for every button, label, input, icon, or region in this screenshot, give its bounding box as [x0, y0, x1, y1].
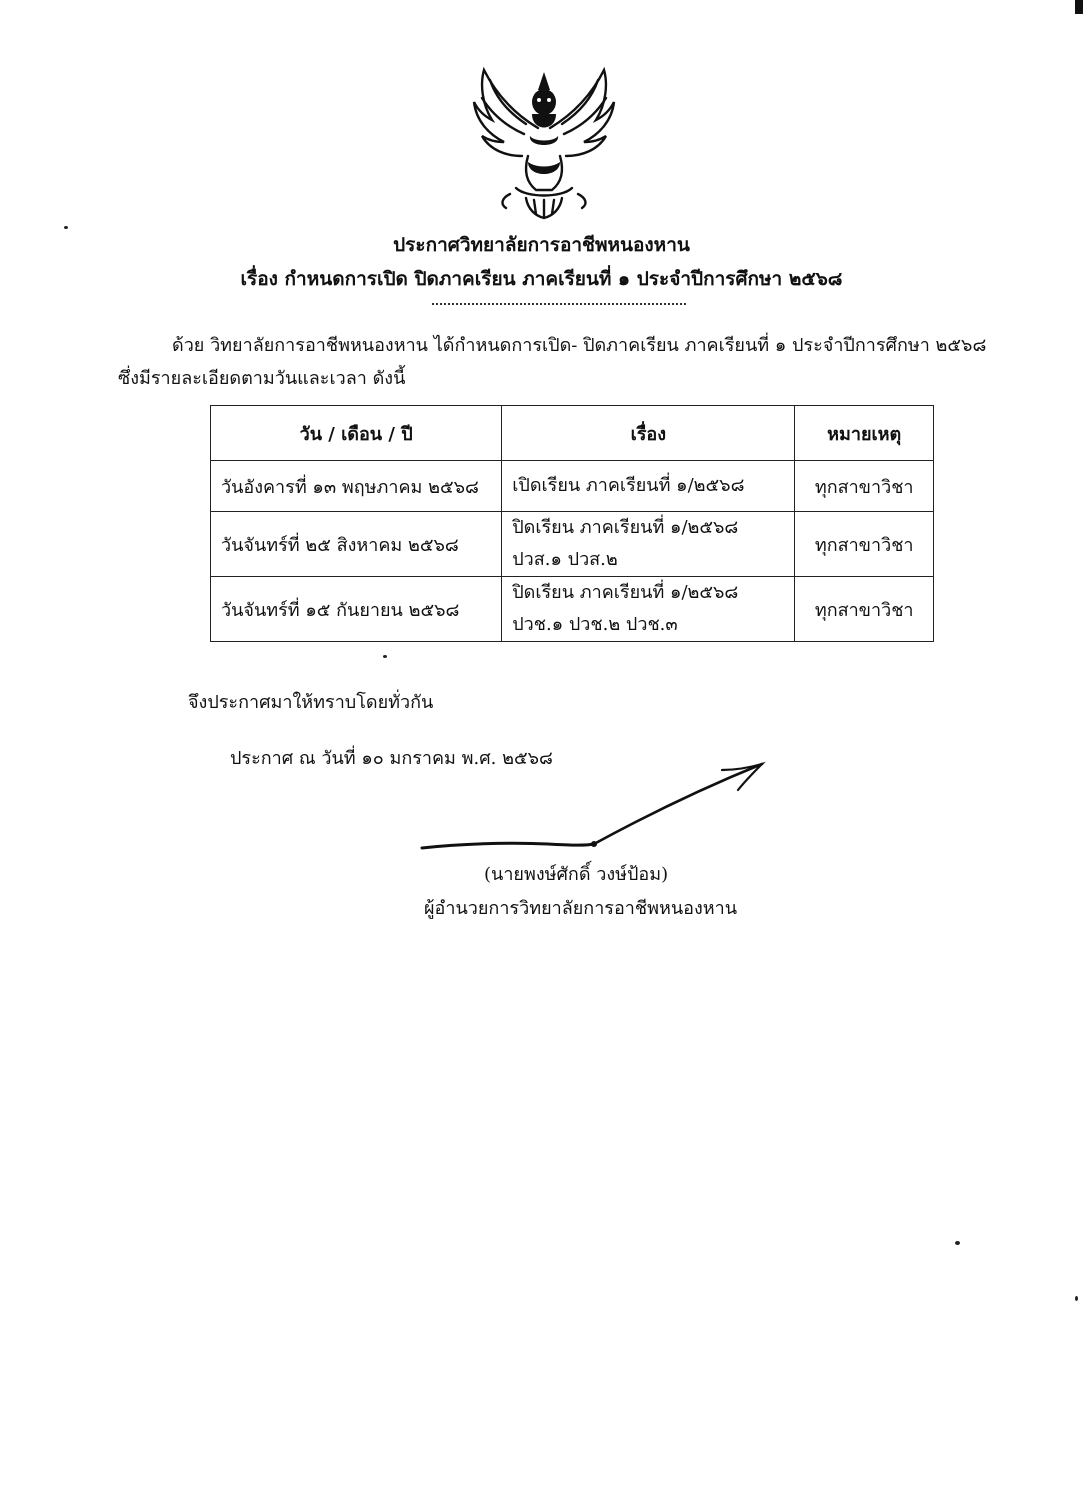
table-row: [211, 461, 934, 512]
column-header-date: วัน / เดือน / ปี: [211, 406, 502, 461]
scan-edge-mark: [1075, 0, 1083, 14]
row-subject-line: ปวช.๑ ปวช.๒ ปวช.๓: [512, 614, 678, 635]
column-header-subject: เรื่อง: [502, 406, 795, 461]
table-row: [211, 577, 934, 642]
scan-speck: [383, 655, 387, 658]
row-note: ทุกสาขาวิชา: [795, 577, 934, 642]
announcement-title: ประกาศวิทยาลัยการอาชีพหนองหาน: [393, 234, 690, 256]
row-subject: [502, 577, 795, 642]
row-date: วันจันทร์ที่ ๒๕ สิงหาคม ๒๕๖๘: [211, 512, 502, 577]
row-subject: [502, 512, 795, 577]
signatory-name: (นายพงษ์ศักดิ์ วงษ์ป้อม): [484, 864, 669, 885]
row-subject-line: ปิดเรียน ภาคเรียนที่ ๑/๒๕๖๘: [512, 582, 739, 603]
table-row: [211, 512, 934, 577]
closing-statement: จึงประกาศมาให้ทราบโดยทั่วกัน: [188, 692, 434, 713]
signatory-position: ผู้อำนวยการวิทยาลัยการอาชีพหนองหาน: [424, 898, 738, 919]
row-subject-line: ปิดเรียน ภาคเรียนที่ ๑/๒๕๖๘: [512, 517, 739, 538]
scan-speck: [955, 1241, 960, 1245]
row-note: ทุกสาขาวิชา: [795, 461, 934, 512]
announcement-subject: เรื่อง กำหนดการเปิด ปิดภาคเรียน ภาคเรียนที่ ๑ ประจำปีการศึกษา ๒๕๖๘: [240, 268, 843, 290]
schedule-table: [210, 405, 934, 642]
scan-speck: [1075, 1296, 1078, 1301]
row-note: ทุกสาขาวิชา: [795, 512, 934, 577]
body-paragraph-line-2: ซึ่งมีรายละเอียดตามวันและเวลา ดังนี้: [118, 368, 406, 389]
body-paragraph-line-1: ด้วย วิทยาลัยการอาชีพหนองหาน ได้กำหนดการเปิด- ปิดภาคเรียน ภาคเรียนที่ ๑ ประจำปีการศึกษา ๒๕๖๘: [172, 335, 987, 356]
announcement-date: ประกาศ ณ วันที่ ๑๐ มกราคม พ.ศ. ๒๕๖๘: [230, 748, 553, 769]
title-divider: [432, 303, 686, 305]
row-date: วันอังคารที่ ๑๓ พฤษภาคม ๒๕๖๘: [211, 461, 502, 512]
row-subject-line: ปวส.๑ ปวส.๒: [512, 549, 618, 570]
column-header-note: หมายเหตุ: [795, 406, 934, 461]
garuda-emblem-icon: [466, 58, 622, 220]
row-subject: [502, 461, 795, 512]
row-subject-line: เปิดเรียน ภาคเรียนที่ ๑/๒๕๖๘: [512, 475, 745, 496]
table-header-row: [211, 406, 934, 461]
signature-icon: [418, 760, 768, 860]
row-date: วันจันทร์ที่ ๑๕ กันยายน ๒๕๖๘: [211, 577, 502, 642]
scan-speck: [64, 226, 68, 229]
